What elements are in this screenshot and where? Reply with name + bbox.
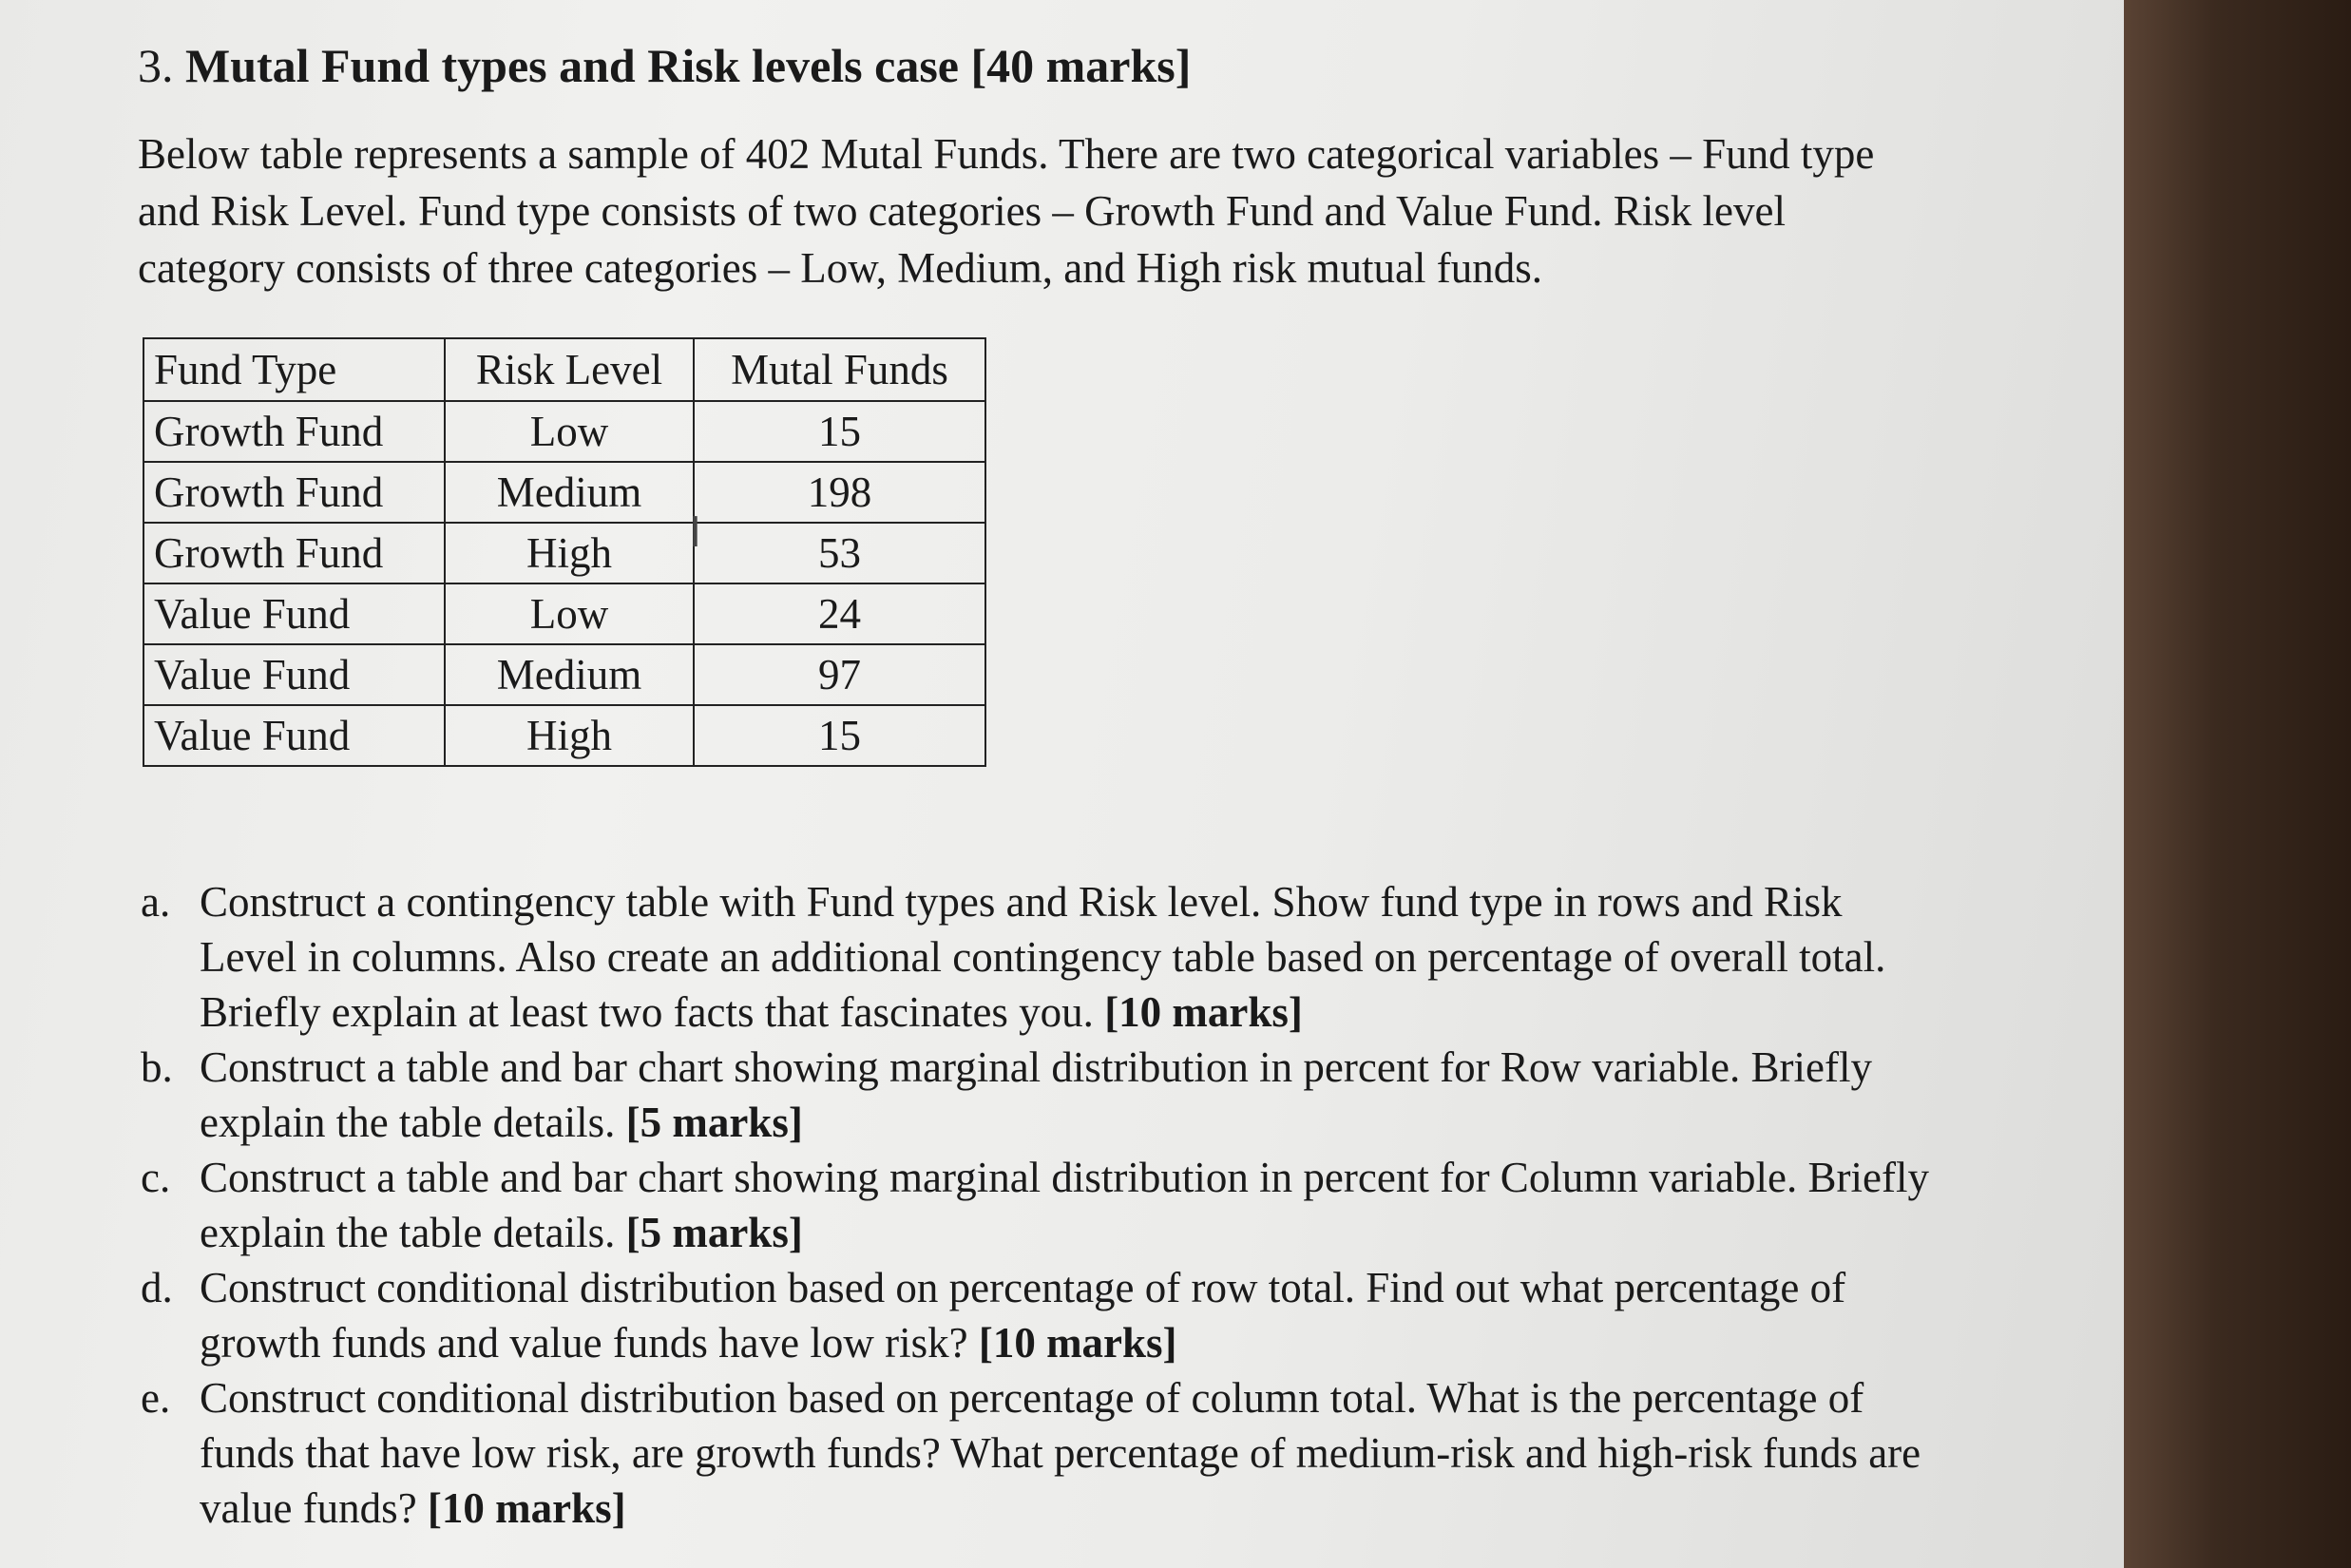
fund-count-cell: 24 — [694, 583, 985, 644]
list-item — [141, 1150, 1939, 1260]
item-marks: [10 marks] — [1104, 988, 1303, 1036]
fund-count-cell: 198 — [694, 462, 985, 523]
question-number: 3. — [138, 39, 174, 92]
table-row — [143, 705, 985, 766]
text-cursor-icon: I — [689, 508, 701, 557]
risk-level-cell: Low — [445, 583, 694, 644]
item-text: Construct a table and bar chart showing marginal distribution in percent for Column variable. Briefly explain the table details. — [200, 1154, 1929, 1256]
header-fund-type: Fund Type — [143, 338, 445, 401]
header-risk-level: Risk Level — [445, 338, 694, 401]
item-marker: b. — [141, 1043, 173, 1091]
mutual-funds-table — [143, 337, 986, 767]
table-row — [143, 523, 985, 583]
risk-level-cell: Low — [445, 401, 694, 462]
list-item — [141, 874, 1939, 1040]
question-title: Mutal Fund types and Risk levels case [40 marks] — [185, 39, 1192, 92]
item-marker: a. — [141, 878, 171, 926]
monitor-bezel — [2124, 0, 2351, 1568]
risk-level-cell: Medium — [445, 462, 694, 523]
fund-type-cell: Growth Fund — [143, 523, 445, 583]
intro-paragraph: Below table represents a sample of 402 Mutal Funds. There are two categorical variables – Fund type and Risk Level. Fund type consists of two categories – Growth Fund and Value Fund. Risk level category consists of three categories – Low, Medium, and High risk mutual funds. — [138, 130, 1875, 292]
risk-level-cell: High — [445, 705, 694, 766]
list-item — [141, 1260, 1939, 1370]
item-text: Construct conditional distribution based on percentage of row total. Find out what percentage of growth funds and value funds have low risk? — [200, 1264, 1846, 1367]
item-marks: [10 marks] — [427, 1484, 626, 1532]
question-heading — [138, 38, 1191, 93]
table-header-row — [143, 338, 985, 401]
list-item — [141, 1370, 1939, 1536]
risk-level-cell: High — [445, 523, 694, 583]
header-mutal-funds: Mutal Funds — [694, 338, 985, 401]
fund-type-cell: Value Fund — [143, 583, 445, 644]
table-row — [143, 401, 985, 462]
fund-count-cell: 53 — [694, 523, 985, 583]
item-text: Construct conditional distribution based on percentage of column total. What is the percentage of funds that have low risk, are growth funds? What percentage of medium-risk and high-risk funds are value funds? — [200, 1374, 1921, 1532]
fund-count-cell: 15 — [694, 705, 985, 766]
item-marks: [10 marks] — [978, 1319, 1177, 1367]
fund-count-cell: 97 — [694, 644, 985, 705]
table-row — [143, 462, 985, 523]
fund-type-cell: Growth Fund — [143, 462, 445, 523]
question-list — [138, 874, 1939, 1536]
list-item — [141, 1040, 1939, 1150]
item-marker: e. — [141, 1374, 171, 1422]
item-marker: d. — [141, 1264, 173, 1311]
table-row — [143, 583, 985, 644]
item-text: Construct a table and bar chart showing marginal distribution in percent for Row variable. Briefly explain the table details. — [200, 1043, 1872, 1146]
item-marks: [5 marks] — [625, 1209, 803, 1256]
fund-type-cell: Growth Fund — [143, 401, 445, 462]
item-marks: [5 marks] — [625, 1099, 803, 1146]
risk-level-cell: Medium — [445, 644, 694, 705]
item-marker: c. — [141, 1154, 171, 1201]
fund-type-cell: Value Fund — [143, 705, 445, 766]
fund-count-cell: 15 — [694, 401, 985, 462]
table-row — [143, 644, 985, 705]
item-text: Construct a contingency table with Fund types and Risk level. Show fund type in rows and Risk Level in columns. Also create an additional contingency table based on percentage of overall total. Briefly explain at least two facts that fascinates you. — [200, 878, 1886, 1036]
fund-type-cell: Value Fund — [143, 644, 445, 705]
